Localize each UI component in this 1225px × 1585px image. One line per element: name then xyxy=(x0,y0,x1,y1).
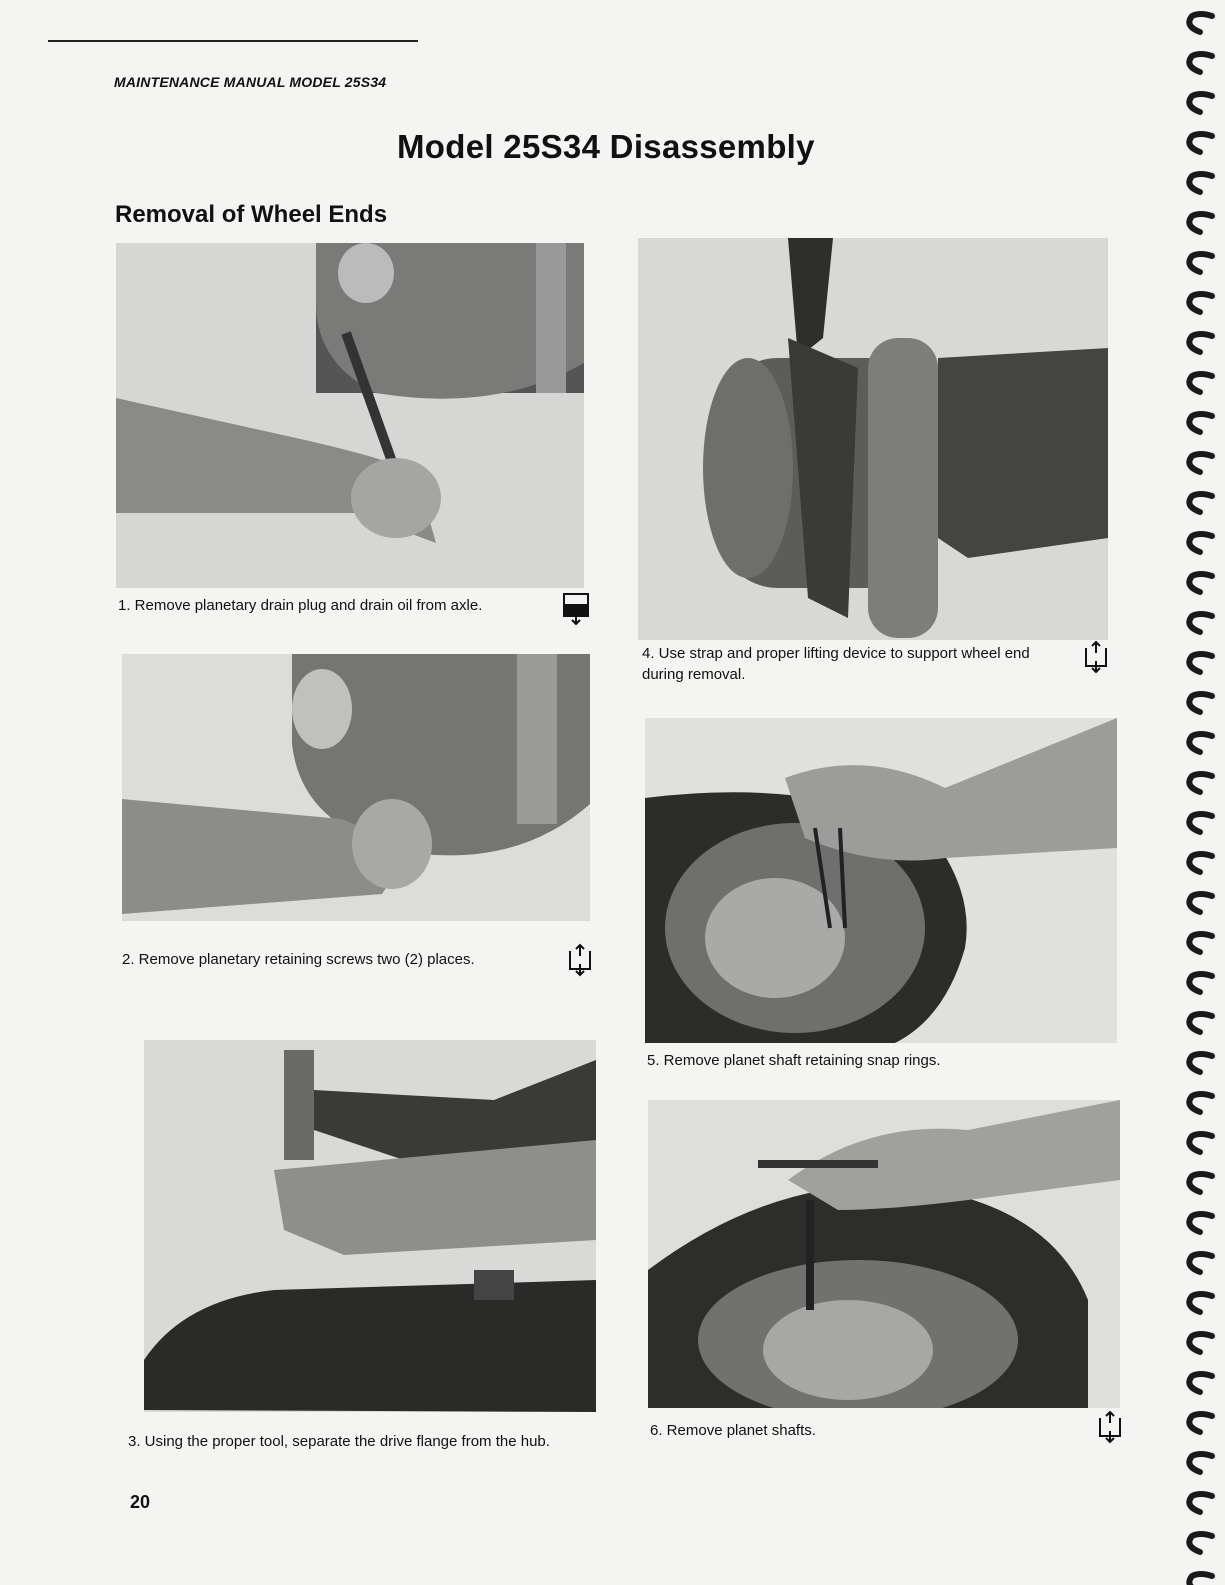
binding-coil xyxy=(1189,54,1212,72)
binding-coil xyxy=(1189,1134,1212,1152)
binding-coil xyxy=(1189,1094,1212,1112)
spiral-binding xyxy=(1170,0,1225,1585)
binding-coil xyxy=(1189,814,1212,832)
binding-coil xyxy=(1189,294,1212,312)
lift-arrows-icon xyxy=(1082,640,1110,674)
page-number: 20 xyxy=(130,1492,151,1512)
running-header: MAINTENANCE MANUAL MODEL 25S34 xyxy=(114,74,387,90)
binding-coil xyxy=(1189,134,1212,152)
binding-coil xyxy=(1189,774,1212,792)
caption-step-6: 6. Remove planet shafts. xyxy=(650,1422,816,1439)
binding-coil xyxy=(1189,1174,1212,1192)
binding-coil xyxy=(1189,454,1212,472)
drain-oil-icon xyxy=(562,592,590,626)
header-rule xyxy=(48,40,418,42)
binding-coil xyxy=(1189,1054,1212,1072)
binding-coil xyxy=(1189,934,1212,952)
binding-coil xyxy=(1189,894,1212,912)
binding-coil xyxy=(1189,1254,1212,1272)
binding-coil xyxy=(1189,14,1212,32)
caption-step-2: 2. Remove planetary retaining screws two (2) places. xyxy=(122,951,475,968)
binding-coil xyxy=(1189,1534,1212,1552)
caption-step-1: 1. Remove planetary drain plug and drain oil from axle. xyxy=(118,597,483,614)
binding-coil xyxy=(1189,254,1212,272)
binding-coil xyxy=(1189,414,1212,432)
binding-coil xyxy=(1189,214,1212,232)
lift-arrows-icon xyxy=(1096,1410,1124,1444)
binding-coil xyxy=(1189,94,1212,112)
binding-coil xyxy=(1189,174,1212,192)
binding-coil xyxy=(1189,374,1212,392)
binding-coil xyxy=(1189,334,1212,352)
binding-coil xyxy=(1189,1374,1212,1392)
binding-coil xyxy=(1189,1014,1212,1032)
photo-step-2 xyxy=(122,654,590,921)
binding-coil xyxy=(1189,1214,1212,1232)
section-heading: Removal of Wheel Ends xyxy=(115,201,388,228)
photo-step-1 xyxy=(116,243,584,588)
lift-arrows-icon xyxy=(566,943,594,977)
binding-coil xyxy=(1189,654,1212,672)
binding-coil xyxy=(1189,1334,1212,1352)
binding-coil xyxy=(1189,534,1212,552)
binding-coil xyxy=(1189,614,1212,632)
photo-step-3 xyxy=(144,1040,596,1412)
binding-coil xyxy=(1189,694,1212,712)
photo-step-5 xyxy=(645,718,1117,1043)
binding-coil xyxy=(1189,1414,1212,1432)
caption-step-4: 4. Use strap and proper lifting device to support wheel end during removal. xyxy=(642,645,1030,683)
caption-step-3: 3. Using the proper tool, separate the drive flange from the hub. xyxy=(128,1433,550,1450)
binding-coil xyxy=(1189,734,1212,752)
binding-coil xyxy=(1189,1574,1212,1585)
binding-coil xyxy=(1189,574,1212,592)
photo-step-4 xyxy=(638,238,1108,640)
binding-coil xyxy=(1189,1454,1212,1472)
photo-step-6 xyxy=(648,1100,1120,1408)
binding-coil xyxy=(1189,1494,1212,1512)
caption-step-5: 5. Remove planet shaft retaining snap rings. xyxy=(647,1052,941,1069)
binding-coil xyxy=(1189,1294,1212,1312)
page-title: Model 25S34 Disassembly xyxy=(397,128,815,165)
binding-coil xyxy=(1189,494,1212,512)
binding-coil xyxy=(1189,854,1212,872)
binding-coil xyxy=(1189,974,1212,992)
